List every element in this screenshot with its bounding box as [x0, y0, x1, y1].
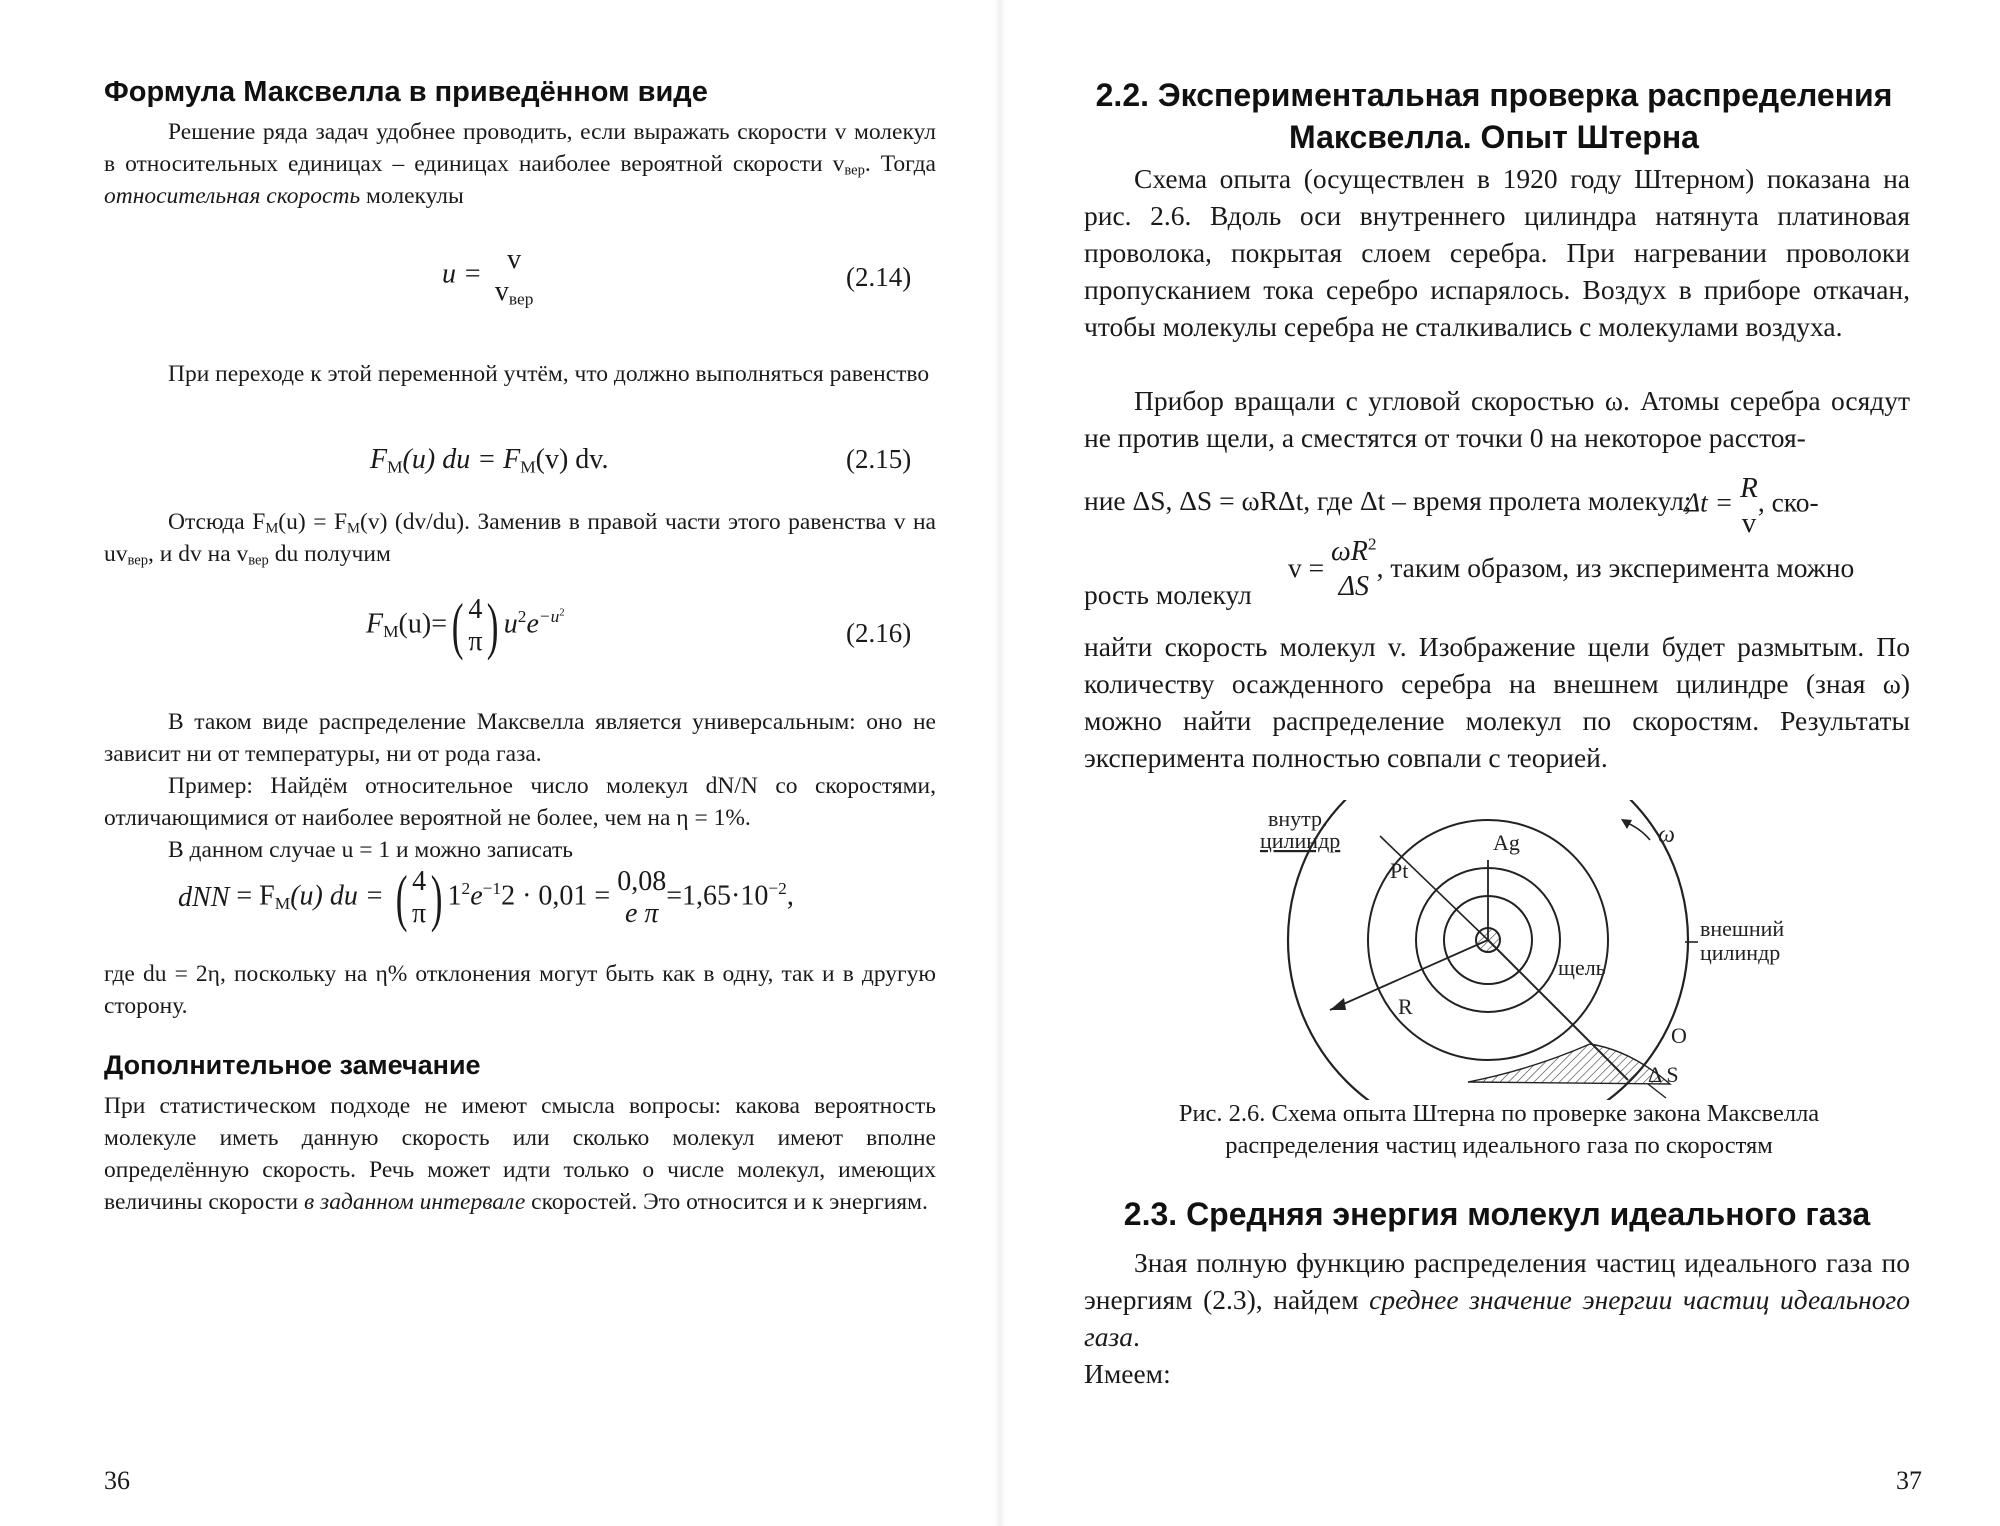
section-heading-additional-remark: Дополнительное замечание — [104, 1050, 481, 1080]
equation-2-14: u = v $v_{вер}$ — [442, 244, 534, 309]
equation-number-2-16: (2.16) — [846, 618, 912, 648]
paragraph-substitution: Отсюда $F_M(u) = F_M(v)$ (dv/du). Заменив в правой части этого равенства v на $uv_{вер}$, и dv на $v_{вер}$ du получим — [104, 509, 936, 569]
label-slit: щель — [1558, 955, 1606, 980]
label-inner-2: цилиндр — [1260, 828, 1341, 853]
label-outer-1: внешний — [1700, 916, 1785, 941]
figure-caption: Рис. 2.6. Схема опыта Штерна по проверке закона Максвелла распределения частиц идеального газа по скоростям — [1178, 1100, 1820, 1159]
label-r: R — [1398, 994, 1413, 1019]
label-ag: Ag — [1493, 830, 1520, 855]
paragraph-example: Пример: Найдём относительное число молекул dN/N со скоростями, отличающимися от наиболее вероятной не более, чем на η = 1%. — [104, 773, 936, 831]
line-delta-s: ние ΔS, ΔS = ωRΔt, где Δt – время пролета молекул; Δt = R v , ско- — [1084, 472, 1819, 539]
page-number-left: 36 — [104, 1466, 130, 1495]
label-delta-s: Δ S — [1648, 1062, 1679, 1087]
paragraph-rotation: Прибор вращали с угловой скоростью ω. Атомы серебра осядут не против щели, а сместятся от точки 0 на некоторое расстоя- — [1084, 385, 1910, 453]
equation-number-2-14: (2.14) — [846, 262, 912, 292]
silver-deposit — [1468, 1044, 1670, 1084]
equation-2-16: $F_M(u)=$( 4 π ) $u^2e^{-u^2}$ — [366, 590, 565, 662]
label-inner-1: внутр. — [1268, 806, 1328, 831]
pt-pointer-line — [1380, 836, 1488, 940]
paragraph-statistical-approach: При статистическом подходе не имеют смысла вопросы: какова вероятность молекуле иметь данную скорость или сколько молекул имеют вполне определённую скорость. Речь может идти только о числе молекул, имеющих величины скорости в заданном интервале скоростей. Это относится и к энергиям. — [104, 1093, 936, 1215]
paragraph-slit-image: найти скорость молекул v. Изображение щели будет размытым. По количеству осажденного серебра на внешнем цилиндре (зная ω) можно найти распределение молекул по скоростям. Результаты эксперимента полностью совпали с теорией. — [1084, 631, 1910, 773]
section-heading-mean-energy: 2.3. Средняя энергия молекул идеального газа — [1123, 1196, 1871, 1232]
line-velocity: рость молекул v = $\omega R^2$ ΔS, таким образом, из эксперимента можно — [1084, 534, 1855, 610]
paragraph-experiment-scheme: Схема опыта (осуществлен в 1920 году Штерном) показана на рис. 2.6. Вдоль оси внутреннего цилиндра натянута платиновая проволока, покрытая слоем серебра. При нагревании проволоки пропусканием тока серебро испарялось. Воздух в приборе откачан, чтобы молекулы серебра не сталкивались с молекулами воздуха. — [1084, 163, 1910, 342]
page-number-right: 37 — [1896, 1466, 1922, 1495]
paragraph-variable-change: При переходе к этой переменной учтём, что должно выполняться равенство — [168, 361, 930, 387]
equation-example: dNN = $F_M(u)$ du = ( 4 π ) $1^2e^{-1}2 \cdot 0,01$ = 0,08 e $\pi=1,65\cdot 10^{-2}$, — [178, 862, 794, 934]
paragraph-universal: В таком виде распределение Максвелла является универсальным: оно не зависит ни от температуры, ни от рода газа. — [104, 709, 936, 767]
label-o: O — [1671, 1023, 1687, 1048]
paragraph-du-explanation: где du = 2η, поскольку на η% отклонения могут быть как в одну, так и в другую сторону. — [104, 961, 936, 1019]
label-outer-2: цилиндр — [1700, 940, 1781, 965]
paragraph-case-u1: В данном случае u = 1 и можно записать — [168, 837, 573, 863]
right-page — [1000, 0, 2000, 1526]
paragraph-we-have: Имеем: — [1084, 1358, 1171, 1389]
paragraph-relative-units: Решение ряда задач удобнее проводить, если выражать скорости v молекул в относительных единицах – единицах наиболее вероятной скорости $v_{вер}$. Тогда относительная скорость молекулы — [104, 119, 936, 209]
equation-2-15: $F_M(u)$ du = $F_M(v)$ dv. — [370, 444, 609, 477]
radius-arrowhead — [1330, 998, 1346, 1010]
paragraph-mean-energy: Зная полную функцию распределения частиц идеального газа по энергиям (2.3), найдем среднее значение энергии частиц идеального газа. — [1084, 1247, 1910, 1352]
label-pt: Pt — [1390, 858, 1409, 883]
equation-number-2-15: (2.15) — [846, 444, 912, 474]
section-heading-maxwell-reduced: Формула Максвелла в приведённом виде — [104, 76, 708, 108]
label-omega: ω — [1658, 822, 1675, 848]
section-heading-stern-experiment: 2.2. Экспериментальная проверка распределения Максвелла. Опыт Штерна — [1095, 77, 1893, 155]
figure-stern-scheme — [1230, 800, 1785, 1100]
